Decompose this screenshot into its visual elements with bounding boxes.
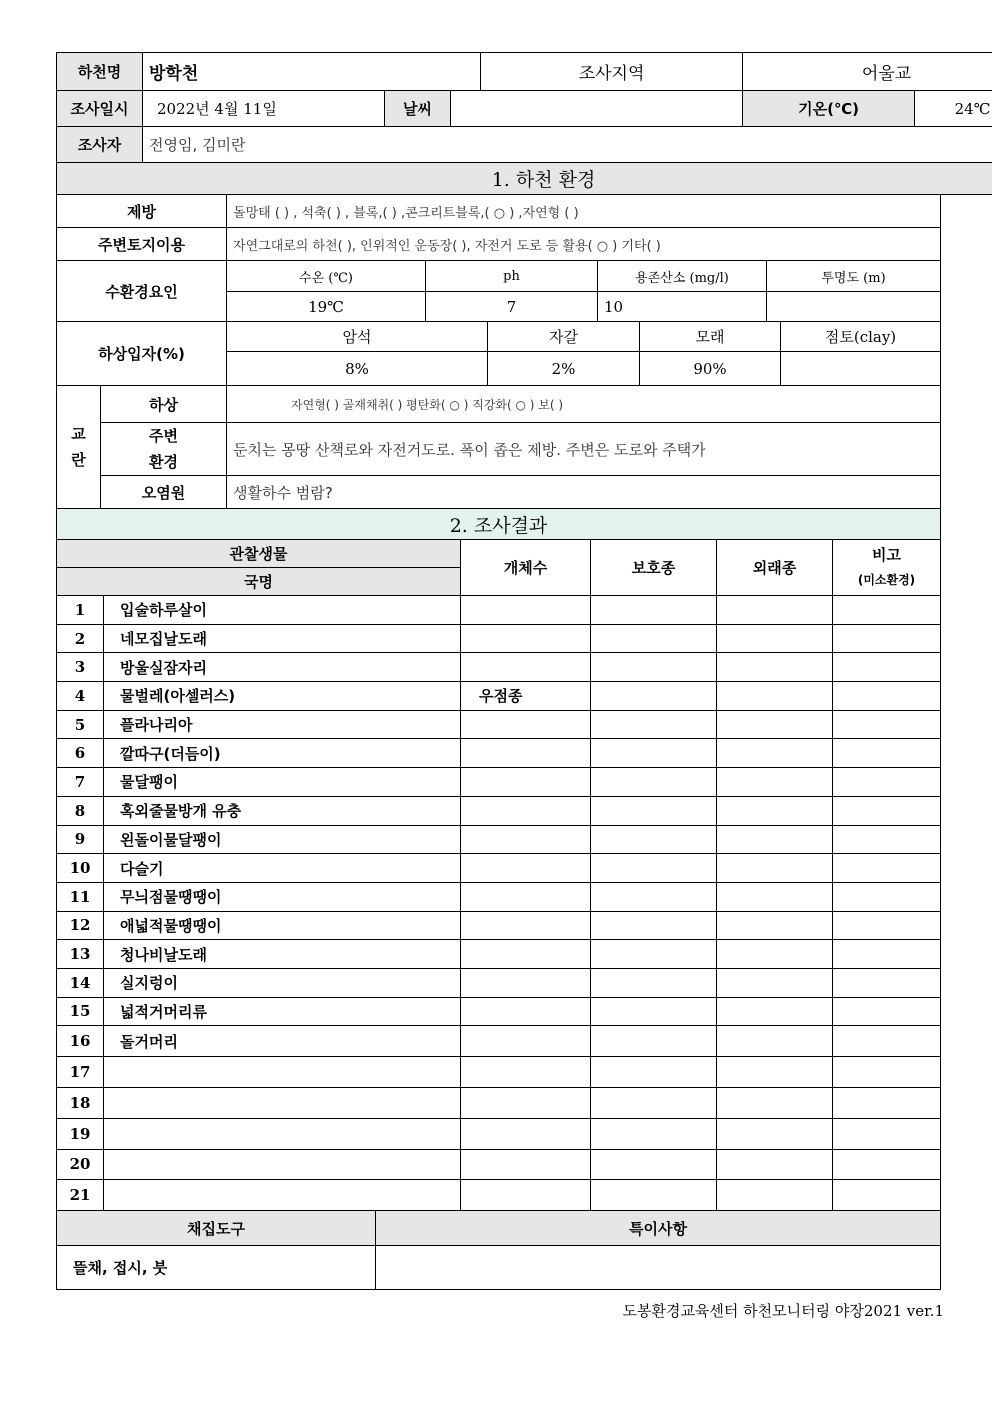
note-cell[interactable] bbox=[833, 854, 941, 883]
pollution-source-label: 오염원 bbox=[101, 476, 227, 509]
row-number: 15 bbox=[57, 997, 104, 1026]
count-header: 개체수 bbox=[461, 540, 591, 596]
footer-text: 도봉환경교육센터 하천모니터링 야장2021 ver.1 bbox=[622, 1302, 944, 1320]
species-list bbox=[57, 596, 941, 1211]
species-count[interactable] bbox=[461, 1180, 591, 1211]
protected-cell[interactable] bbox=[591, 710, 717, 739]
alien-cell[interactable] bbox=[717, 1180, 833, 1211]
ph-value[interactable]: 7 bbox=[426, 292, 598, 322]
embankment-label: 제방 bbox=[57, 195, 227, 228]
species-name[interactable]: 방울실잠자리 bbox=[104, 653, 461, 682]
alien-cell[interactable] bbox=[717, 825, 833, 854]
note-cell[interactable] bbox=[833, 739, 941, 768]
rock-header: 암석 bbox=[227, 322, 488, 352]
special-notes-value[interactable] bbox=[376, 1246, 941, 1290]
table-row bbox=[57, 825, 941, 854]
water-factor-label: 수환경요인 bbox=[57, 261, 227, 322]
gravel-header: 자갈 bbox=[488, 322, 640, 352]
protected-cell[interactable] bbox=[591, 1087, 717, 1118]
clay-value[interactable] bbox=[781, 352, 941, 386]
table-row bbox=[57, 1026, 941, 1057]
protected-cell[interactable] bbox=[591, 968, 717, 997]
species-name[interactable]: 왼돌이물달팽이 bbox=[104, 825, 461, 854]
species-count[interactable]: 우점종 bbox=[461, 682, 591, 711]
protected-cell[interactable] bbox=[591, 825, 717, 854]
survey-area-label: 조사지역 bbox=[481, 53, 743, 91]
sand-header: 모래 bbox=[640, 322, 781, 352]
protected-cell[interactable] bbox=[591, 1057, 717, 1088]
dissolved-oxygen-value[interactable]: 10 bbox=[598, 292, 767, 322]
sand-value[interactable]: 90% bbox=[640, 352, 781, 386]
temperature-label: 기온(℃) bbox=[743, 91, 915, 127]
row-number: 12 bbox=[57, 911, 104, 940]
row-number: 13 bbox=[57, 940, 104, 969]
surroundings-label-line2: 환경 bbox=[149, 453, 178, 471]
row-number: 1 bbox=[57, 596, 104, 625]
transparency-value[interactable] bbox=[767, 292, 941, 322]
river-name-value[interactable]: 방학천 bbox=[143, 53, 481, 91]
species-name[interactable] bbox=[104, 1118, 461, 1149]
note-cell[interactable] bbox=[833, 968, 941, 997]
species-count[interactable] bbox=[461, 1026, 591, 1057]
surroundings-value[interactable]: 둔치는 몽땅 산책로와 자전거도로. 폭이 좁은 제방. 주변은 도로와 주택가 bbox=[227, 423, 941, 476]
row-number: 2 bbox=[57, 624, 104, 653]
row-number: 7 bbox=[57, 768, 104, 797]
alien-cell[interactable] bbox=[717, 624, 833, 653]
species-count[interactable] bbox=[461, 796, 591, 825]
species-count[interactable] bbox=[461, 825, 591, 854]
rock-value[interactable]: 8% bbox=[227, 352, 488, 386]
gravel-value[interactable]: 2% bbox=[488, 352, 640, 386]
row-number: 6 bbox=[57, 739, 104, 768]
row-number: 3 bbox=[57, 653, 104, 682]
alien-cell[interactable] bbox=[717, 997, 833, 1026]
species-count[interactable] bbox=[461, 768, 591, 797]
row-number: 8 bbox=[57, 796, 104, 825]
table-row bbox=[57, 653, 941, 682]
species-name[interactable]: 실지렁이 bbox=[104, 968, 461, 997]
note-header-line1: 비고 bbox=[872, 546, 901, 564]
note-cell[interactable] bbox=[833, 940, 941, 969]
row-number: 18 bbox=[57, 1087, 104, 1118]
disturbance-label-line1: 교 bbox=[71, 425, 86, 443]
note-cell[interactable] bbox=[833, 997, 941, 1026]
row-number: 16 bbox=[57, 1026, 104, 1057]
species-name[interactable]: 플라나리아 bbox=[104, 710, 461, 739]
species-count[interactable] bbox=[461, 940, 591, 969]
row-number: 21 bbox=[57, 1180, 104, 1211]
species-name[interactable]: 애넓적물땡땡이 bbox=[104, 911, 461, 940]
survey-results-table bbox=[56, 539, 941, 1211]
species-count[interactable] bbox=[461, 882, 591, 911]
species-name[interactable] bbox=[104, 1180, 461, 1211]
survey-date-label: 조사일시 bbox=[57, 91, 143, 127]
temperature-value[interactable]: 24℃ bbox=[915, 91, 992, 127]
note-cell[interactable] bbox=[833, 653, 941, 682]
species-count[interactable] bbox=[461, 1149, 591, 1180]
alien-cell[interactable] bbox=[717, 710, 833, 739]
note-cell[interactable] bbox=[833, 825, 941, 854]
row-number: 5 bbox=[57, 710, 104, 739]
alien-cell[interactable] bbox=[717, 796, 833, 825]
land-use-label: 주변토지이용 bbox=[57, 228, 227, 261]
alien-cell[interactable] bbox=[717, 739, 833, 768]
alien-cell[interactable] bbox=[717, 653, 833, 682]
species-name[interactable]: 돌거머리 bbox=[104, 1026, 461, 1057]
table-row bbox=[57, 596, 941, 625]
water-temp-value[interactable]: 19℃ bbox=[227, 292, 426, 322]
survey-date-value[interactable]: 2022년 4월 11일 bbox=[143, 91, 385, 127]
surveyor-value[interactable]: 전영임, 김미란 bbox=[143, 127, 992, 163]
disturbance-label-line2: 란 bbox=[71, 451, 86, 469]
row-number: 4 bbox=[57, 682, 104, 711]
collection-tools-label: 채집도구 bbox=[57, 1211, 376, 1246]
river-environment-table bbox=[56, 194, 941, 540]
surroundings-label-line1: 주변 bbox=[149, 427, 178, 445]
alien-cell[interactable] bbox=[717, 968, 833, 997]
pollution-source-value[interactable]: 생활하수 범람? bbox=[227, 476, 941, 509]
water-temp-header: 수온 (℃) bbox=[227, 261, 426, 292]
alien-cell[interactable] bbox=[717, 1026, 833, 1057]
species-name[interactable] bbox=[104, 1057, 461, 1088]
species-count[interactable] bbox=[461, 968, 591, 997]
surveyor-label: 조사자 bbox=[57, 127, 143, 163]
species-count[interactable] bbox=[461, 1118, 591, 1149]
species-name[interactable] bbox=[104, 1087, 461, 1118]
note-header bbox=[833, 540, 941, 596]
note-cell[interactable] bbox=[833, 768, 941, 797]
weather-value[interactable] bbox=[451, 91, 743, 127]
note-cell[interactable] bbox=[833, 1149, 941, 1180]
species-name[interactable]: 물벌레(아셀러스) bbox=[104, 682, 461, 711]
protected-cell[interactable] bbox=[591, 854, 717, 883]
species-name[interactable]: 무늬점물땡땡이 bbox=[104, 882, 461, 911]
collection-tools-value[interactable]: 뜰채, 접시, 붓 bbox=[57, 1246, 376, 1290]
species-name[interactable]: 입술하루살이 bbox=[104, 596, 461, 625]
header-table bbox=[56, 52, 992, 195]
river-name-label: 하천명 bbox=[57, 53, 143, 91]
bed-state-value[interactable]: 자연형( ) 골재채취( ) 평탄화( ○ ) 직강화( ○ ) 보( ) bbox=[227, 386, 941, 423]
embankment-value[interactable]: 돌망태 ( ) , 석축( ) , 블록,( ) ,콘크리트블록,( ○ ) ,자연형 ( ) bbox=[227, 195, 941, 228]
table-row bbox=[57, 1180, 941, 1211]
species-count[interactable] bbox=[461, 854, 591, 883]
table-row bbox=[57, 882, 941, 911]
row-number: 17 bbox=[57, 1057, 104, 1088]
table-row bbox=[57, 768, 941, 797]
note-cell[interactable] bbox=[833, 1118, 941, 1149]
note-cell[interactable] bbox=[833, 710, 941, 739]
species-count[interactable] bbox=[461, 739, 591, 768]
bed-particle-label: 하상입자(%) bbox=[57, 322, 227, 386]
survey-sheet bbox=[56, 52, 991, 1290]
note-cell[interactable] bbox=[833, 1180, 941, 1211]
note-cell[interactable] bbox=[833, 882, 941, 911]
observed-organisms-header: 관찰생물 bbox=[57, 540, 461, 568]
alien-cell[interactable] bbox=[717, 1118, 833, 1149]
table-row bbox=[57, 997, 941, 1026]
weather-label: 날씨 bbox=[385, 91, 451, 127]
alien-cell[interactable] bbox=[717, 768, 833, 797]
korean-name-header: 국명 bbox=[57, 568, 461, 596]
tools-notes-table bbox=[56, 1210, 941, 1290]
protected-species-header: 보호종 bbox=[591, 540, 717, 596]
table-row bbox=[57, 739, 941, 768]
note-cell[interactable] bbox=[833, 1057, 941, 1088]
species-count[interactable] bbox=[461, 1057, 591, 1088]
special-notes-label: 특이사항 bbox=[376, 1211, 941, 1246]
surroundings-label bbox=[101, 423, 227, 476]
row-number: 11 bbox=[57, 882, 104, 911]
protected-cell[interactable] bbox=[591, 739, 717, 768]
alien-cell[interactable] bbox=[717, 1087, 833, 1118]
note-cell[interactable] bbox=[833, 624, 941, 653]
protected-cell[interactable] bbox=[591, 682, 717, 711]
table-row bbox=[57, 1057, 941, 1088]
alien-species-header: 외래종 bbox=[717, 540, 833, 596]
table-row bbox=[57, 796, 941, 825]
protected-cell[interactable] bbox=[591, 796, 717, 825]
table-row bbox=[57, 1118, 941, 1149]
note-cell[interactable] bbox=[833, 1087, 941, 1118]
protected-cell[interactable] bbox=[591, 882, 717, 911]
protected-cell[interactable] bbox=[591, 940, 717, 969]
table-row bbox=[57, 710, 941, 739]
bed-state-label: 하상 bbox=[101, 386, 227, 423]
species-count[interactable] bbox=[461, 596, 591, 625]
note-cell[interactable] bbox=[833, 596, 941, 625]
species-name[interactable]: 깔따구(더듬이) bbox=[104, 739, 461, 768]
protected-cell[interactable] bbox=[591, 1149, 717, 1180]
section2-title: 2. 조사결과 bbox=[57, 509, 941, 540]
table-row bbox=[57, 682, 941, 711]
protected-cell[interactable] bbox=[591, 596, 717, 625]
species-name[interactable]: 다슬기 bbox=[104, 854, 461, 883]
note-cell[interactable] bbox=[833, 796, 941, 825]
note-cell[interactable] bbox=[833, 911, 941, 940]
alien-cell[interactable] bbox=[717, 682, 833, 711]
dissolved-oxygen-header: 용존산소 (mg/l) bbox=[598, 261, 767, 292]
table-row bbox=[57, 968, 941, 997]
alien-cell[interactable] bbox=[717, 854, 833, 883]
table-row bbox=[57, 1149, 941, 1180]
row-number: 10 bbox=[57, 854, 104, 883]
protected-cell[interactable] bbox=[591, 768, 717, 797]
species-name[interactable]: 청나비날도래 bbox=[104, 940, 461, 969]
table-row bbox=[57, 854, 941, 883]
species-count[interactable] bbox=[461, 911, 591, 940]
alien-cell[interactable] bbox=[717, 911, 833, 940]
species-count[interactable] bbox=[461, 653, 591, 682]
alien-cell[interactable] bbox=[717, 596, 833, 625]
protected-cell[interactable] bbox=[591, 1026, 717, 1057]
row-number: 19 bbox=[57, 1118, 104, 1149]
note-cell[interactable] bbox=[833, 682, 941, 711]
table-row bbox=[57, 1087, 941, 1118]
alien-cell[interactable] bbox=[717, 1057, 833, 1088]
protected-cell[interactable] bbox=[591, 911, 717, 940]
species-name[interactable]: 혹외줄물방개 유충 bbox=[104, 796, 461, 825]
section1-title: 1. 하천 환경 bbox=[57, 163, 992, 195]
note-cell[interactable] bbox=[833, 1026, 941, 1057]
disturbance-label bbox=[57, 386, 101, 509]
species-name[interactable]: 물달팽이 bbox=[104, 768, 461, 797]
table-row bbox=[57, 940, 941, 969]
protected-cell[interactable] bbox=[591, 1180, 717, 1211]
table-row bbox=[57, 624, 941, 653]
row-number: 14 bbox=[57, 968, 104, 997]
protected-cell[interactable] bbox=[591, 1118, 717, 1149]
ph-header: ph bbox=[426, 261, 598, 292]
alien-cell[interactable] bbox=[717, 1149, 833, 1180]
alien-cell[interactable] bbox=[717, 882, 833, 911]
species-count[interactable] bbox=[461, 1087, 591, 1118]
species-count[interactable] bbox=[461, 624, 591, 653]
species-count[interactable] bbox=[461, 710, 591, 739]
protected-cell[interactable] bbox=[591, 997, 717, 1026]
protected-cell[interactable] bbox=[591, 624, 717, 653]
table-row bbox=[57, 911, 941, 940]
species-name[interactable]: 넓적거머리류 bbox=[104, 997, 461, 1026]
clay-header: 점토(clay) bbox=[781, 322, 941, 352]
species-count[interactable] bbox=[461, 997, 591, 1026]
land-use-value[interactable]: 자연그대로의 하천( ), 인위적인 운동장( ), 자전거 도로 등 활용( ○ ) 기타( ) bbox=[227, 228, 941, 261]
protected-cell[interactable] bbox=[591, 653, 717, 682]
survey-area-value[interactable]: 어울교 bbox=[743, 53, 992, 91]
note-header-line2: (미소환경) bbox=[857, 573, 916, 587]
row-number: 9 bbox=[57, 825, 104, 854]
transparency-header: 투명도 (m) bbox=[767, 261, 941, 292]
species-name[interactable] bbox=[104, 1149, 461, 1180]
alien-cell[interactable] bbox=[717, 940, 833, 969]
species-name[interactable]: 네모집날도래 bbox=[104, 624, 461, 653]
row-number: 20 bbox=[57, 1149, 104, 1180]
